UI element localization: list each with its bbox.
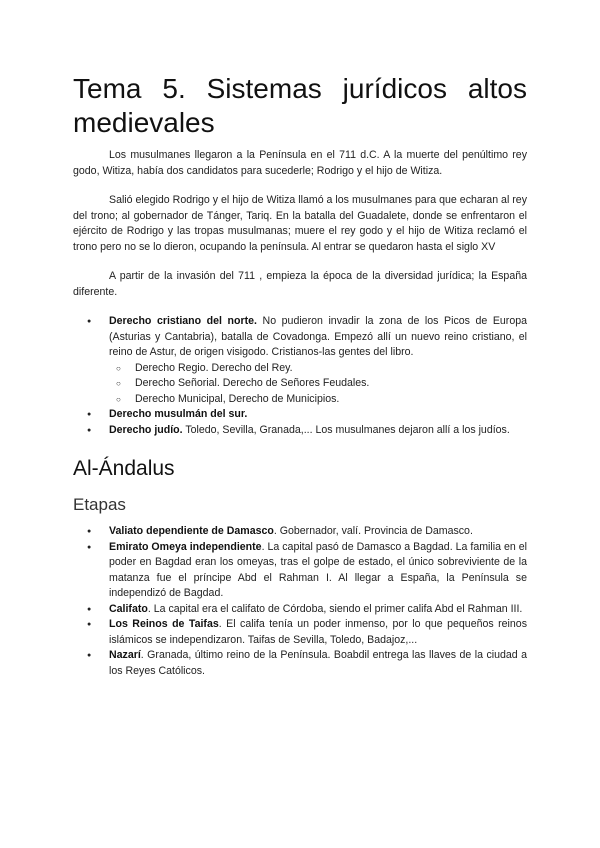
section-title: Al-Ándalus [73,457,175,480]
subsection-title: Etapas [73,495,126,514]
list-item-etapa [73,617,527,648]
paragraph-intro: Los musulmanes llegaron a la Península en el 711 d.C. A la muerte del penúltimo rey godo, Witiza, había dos candidatos para sucederle; Rodrigo y el hijo de Witiza. [73,149,527,177]
list-item-text: Toledo, Sevilla, Granada,... Los musulmanes dejaron allí a los judíos. [182,423,510,436]
etapas-list [73,524,527,679]
sub-list-item: ○ Derecho Regio. Derecho del Rey. [73,361,527,377]
list-item-text: . Gobernador, valí. Provincia de Damasco. [273,525,473,537]
list-item-derecho-cristiano [73,314,527,407]
list-item-bold: Califato [109,602,148,615]
list-item-bold: Derecho judío. [109,423,183,436]
paragraph-rodrigo: Salió elegido Rodrigo y el hijo de Witiza llamó a los musulmanes para que echaran al rey del trono; al gobernador de Tánger, Tariq. En la batalla del Guadalete, donde se enfrentaron el ejército de Rodrigo y las tropas musulmanas; muere el rey godo y el hijo de Witiza reclamó el trono pero no se lo dieron, ocupando la península. Al entrar se quedaron hasta el siglo XV [73,194,527,253]
list-item-bold: Valiato dependiente de Damasco [109,525,274,537]
sub-list-item: ○ Derecho Municipal, Derecho de Municipios. [73,392,527,408]
list-item-bold: Derecho cristiano del norte. [109,315,257,327]
sub-list-item: ○ Derecho Señorial. Derecho de Señores Feudales. [73,376,527,392]
list-item-etapa [73,648,527,679]
list-item-bold: Los Reinos de Taifas [109,618,219,630]
list-item-text: . La capital era el califato de Córdoba, siendo el primer califa Abd el Rahman III. [147,602,523,615]
list-item-etapa [73,540,527,602]
document-title: Tema 5. Sistemas jurídicos altos medievales [73,73,527,138]
list-item-text: . El califa tenía un poder inmenso, por lo que pequeños reinos islámicos se independizaron. Taifas de Sevilla, Toledo, Badajoz,... [109,618,527,646]
list-item-text: No pudieron invadir la zona de los Picos de Europa (Asturias y Cantabria), batalla de Covadonga. Empezó allí un nuevo reino cristiano, el reino de Astur, de origen visigodo. Cristianos-las gentes del libro. [109,315,528,358]
document-page [73,72,527,691]
list-item-derecho-judio [73,423,527,439]
list-item-etapa [73,602,527,618]
list-item-text: . La capital pasó de Damasco a Bagdad. La familia en el poder en Bagdad eran los omeyas, tras el golpe de estado, el único sobreviviente de la matanza fue el príncipe Abd el Rahman I. Al llegar a España, la Península se independizó de Bagdad. [109,540,527,599]
list-item-etapa [73,524,527,540]
list-item-bold: Nazarí [109,649,141,661]
derechos-list [73,314,527,438]
list-item-text: . Granada, último reino de la Península. Boabdil entrega las llaves de la ciudad a los Reyes Católicos. [109,649,527,677]
sub-derechos-list [109,361,527,408]
paragraph-diversidad: A partir de la invasión del 711 , empieza la época de la diversidad jurídica; la España diferente. [73,270,527,298]
list-item-derecho-musulman [73,407,527,423]
list-item-bold: Emirato Omeya independiente [109,540,262,553]
list-item-bold: Derecho musulmán del sur. [109,408,248,420]
